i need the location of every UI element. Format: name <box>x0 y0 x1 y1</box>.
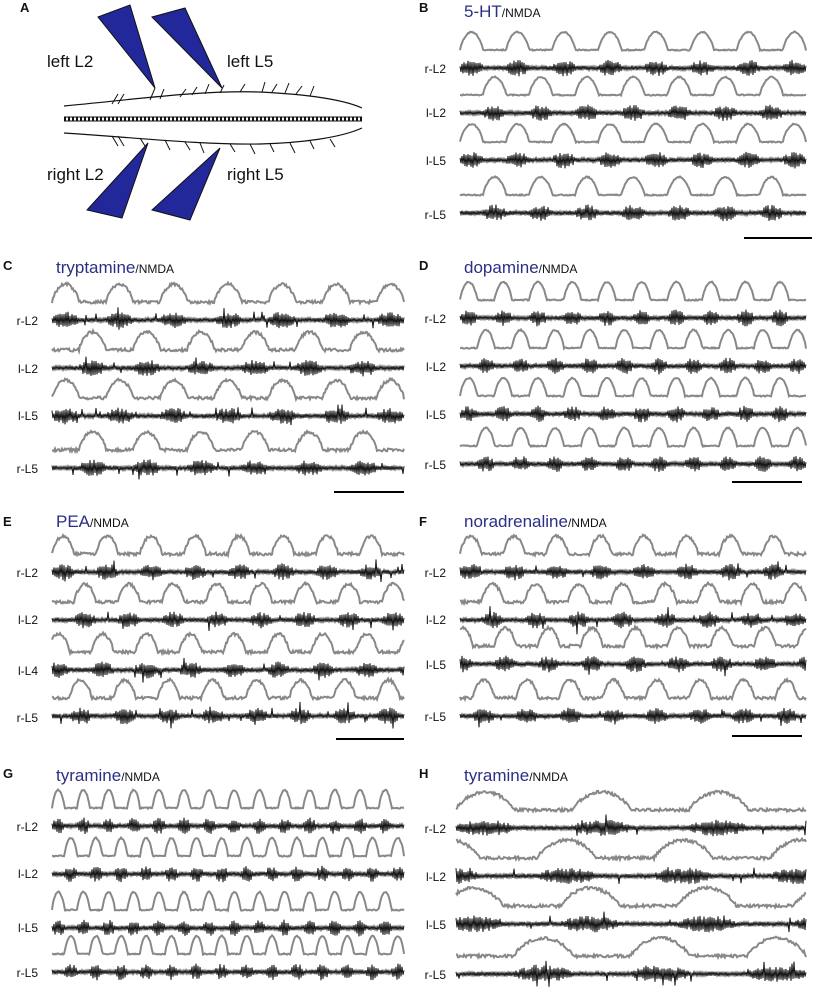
envelope-trace <box>52 583 404 604</box>
row-label: l-L5 <box>17 921 38 935</box>
row-label: l-L2 <box>17 362 38 376</box>
spinal-cord-diagram <box>0 0 400 250</box>
raw-trace <box>460 358 806 375</box>
raw-trace <box>52 405 404 426</box>
trace-plot <box>0 752 408 992</box>
raw-trace <box>460 406 806 423</box>
panel-letter: B <box>419 0 429 15</box>
condition-label: /NMDA <box>501 6 541 20</box>
drug-name: tryptamine <box>56 258 136 277</box>
panel-letter: D <box>419 258 429 273</box>
trace-plot <box>412 0 816 248</box>
raw-trace <box>456 867 806 884</box>
raw-trace <box>52 307 404 329</box>
time-scale-bar <box>732 481 802 483</box>
envelope-trace <box>52 679 404 700</box>
label-left-l2: left L2 <box>47 52 94 71</box>
envelope-trace <box>52 790 404 809</box>
trace-plot <box>412 502 816 748</box>
row-label: r-L2 <box>16 820 38 834</box>
raw-trace <box>52 612 404 631</box>
envelope-trace <box>52 837 404 856</box>
raw-trace <box>456 912 806 933</box>
raw-trace <box>460 708 806 728</box>
raw-trace <box>456 815 806 837</box>
electrode-left-l5 <box>152 8 222 88</box>
envelope-trace <box>456 937 806 958</box>
row-label: l-L5 <box>425 658 446 672</box>
condition-label: /NMDA <box>90 516 129 530</box>
envelope-trace <box>460 330 806 349</box>
row-label: l-L2 <box>425 870 446 884</box>
row-label: l-L2 <box>425 106 446 120</box>
condition-label: /NMDA <box>121 770 160 784</box>
row-label: l-L2 <box>17 867 38 881</box>
envelope-trace <box>460 176 806 195</box>
row-label: r-L2 <box>424 566 446 580</box>
trace-plot <box>0 502 408 748</box>
row-label: l-L2 <box>17 613 38 627</box>
condition-label: /NMDA <box>538 262 578 276</box>
envelope-trace <box>460 428 806 447</box>
row-label: r-L5 <box>424 458 446 472</box>
row-label: l-L4 <box>17 664 38 678</box>
label-right-l2: right L2 <box>47 165 104 184</box>
envelope-trace <box>52 379 404 400</box>
time-scale-bar <box>744 237 812 239</box>
envelope-trace <box>52 431 404 452</box>
envelope-trace <box>52 535 404 555</box>
drug-name: dopamine <box>464 258 539 277</box>
time-scale-bar <box>732 735 802 737</box>
panel-c <box>0 252 408 498</box>
panel-a-letter: A <box>20 0 30 15</box>
raw-trace <box>52 459 404 479</box>
row-label: l-L2 <box>425 360 446 374</box>
cord-left-edge <box>64 92 362 108</box>
envelope-trace <box>456 791 806 812</box>
raw-trace <box>52 658 404 683</box>
panel-g <box>0 752 408 992</box>
raw-trace <box>460 561 806 580</box>
electrode-left-l2 <box>98 5 155 88</box>
row-label: l-L5 <box>425 154 446 168</box>
raw-trace <box>52 357 404 377</box>
label-right-l5: right L5 <box>227 165 284 184</box>
row-label: r-L5 <box>424 710 446 724</box>
raw-trace <box>460 310 806 327</box>
panel-f <box>412 502 816 748</box>
envelope-trace <box>52 331 404 352</box>
panel-letter: C <box>3 258 13 273</box>
row-label: r-L2 <box>424 822 446 836</box>
envelope-trace <box>456 887 806 908</box>
envelope-trace <box>460 535 806 556</box>
panel-a <box>0 0 400 250</box>
drug-name: PEA <box>56 512 91 531</box>
panel-e <box>0 502 408 748</box>
condition-label: /NMDA <box>135 262 175 276</box>
panel-h <box>412 752 816 992</box>
envelope-trace <box>460 627 806 648</box>
drug-name: noradrenaline <box>464 512 568 531</box>
cord-right-edge <box>64 128 362 144</box>
raw-trace <box>52 702 404 729</box>
envelope-trace <box>460 679 806 700</box>
raw-trace <box>460 456 806 472</box>
raw-trace <box>460 60 806 77</box>
envelope-trace <box>460 378 806 397</box>
trace-plot <box>0 252 408 498</box>
panel-b <box>412 0 816 248</box>
condition-label: /NMDA <box>529 770 568 784</box>
row-label: r-L5 <box>16 711 38 725</box>
panel-d <box>412 252 816 498</box>
panel-letter: E <box>3 514 12 529</box>
row-label: r-L5 <box>16 462 38 476</box>
drug-name: tyramine <box>56 766 122 785</box>
row-label: l-L5 <box>17 409 38 423</box>
envelope-trace <box>456 839 806 860</box>
row-label: r-L5 <box>16 966 38 980</box>
panel-letter: H <box>419 766 429 781</box>
raw-trace <box>52 920 404 937</box>
label-left-l5: left L5 <box>227 52 274 71</box>
raw-trace <box>460 205 806 222</box>
condition-label: /NMDA <box>567 516 607 530</box>
row-label: r-L5 <box>424 208 446 222</box>
raw-trace <box>52 559 404 582</box>
drug-name: 5-HT <box>464 2 502 21</box>
row-label: r-L2 <box>424 62 446 76</box>
row-label: r-L5 <box>424 968 446 982</box>
row-label: r-L2 <box>424 312 446 326</box>
raw-trace <box>460 105 806 121</box>
envelope-trace <box>460 77 806 96</box>
time-scale-bar <box>334 491 404 493</box>
trace-plot <box>412 752 816 992</box>
raw-trace <box>456 961 806 987</box>
envelope-trace <box>52 891 404 910</box>
raw-trace <box>460 656 806 677</box>
envelope-trace <box>460 32 806 51</box>
electrode-right-l5 <box>152 148 220 220</box>
raw-trace <box>52 866 404 882</box>
row-label: r-L2 <box>16 566 38 580</box>
row-label: l-L5 <box>425 408 446 422</box>
raw-trace <box>52 818 404 834</box>
raw-trace <box>460 152 806 169</box>
panel-letter: F <box>419 514 427 529</box>
time-scale-bar <box>336 738 404 740</box>
drug-name: tyramine <box>464 766 530 785</box>
trace-plot <box>412 252 816 498</box>
envelope-trace <box>460 124 806 143</box>
row-label: l-L2 <box>425 613 446 627</box>
raw-trace <box>52 964 404 981</box>
envelope-trace <box>52 283 404 304</box>
panel-letter: G <box>3 766 14 781</box>
envelope-trace <box>52 935 404 954</box>
row-label: l-L5 <box>425 918 446 932</box>
envelope-trace <box>460 282 806 301</box>
row-label: r-L2 <box>16 314 38 328</box>
envelope-trace <box>460 583 806 604</box>
envelope-trace <box>52 633 404 654</box>
